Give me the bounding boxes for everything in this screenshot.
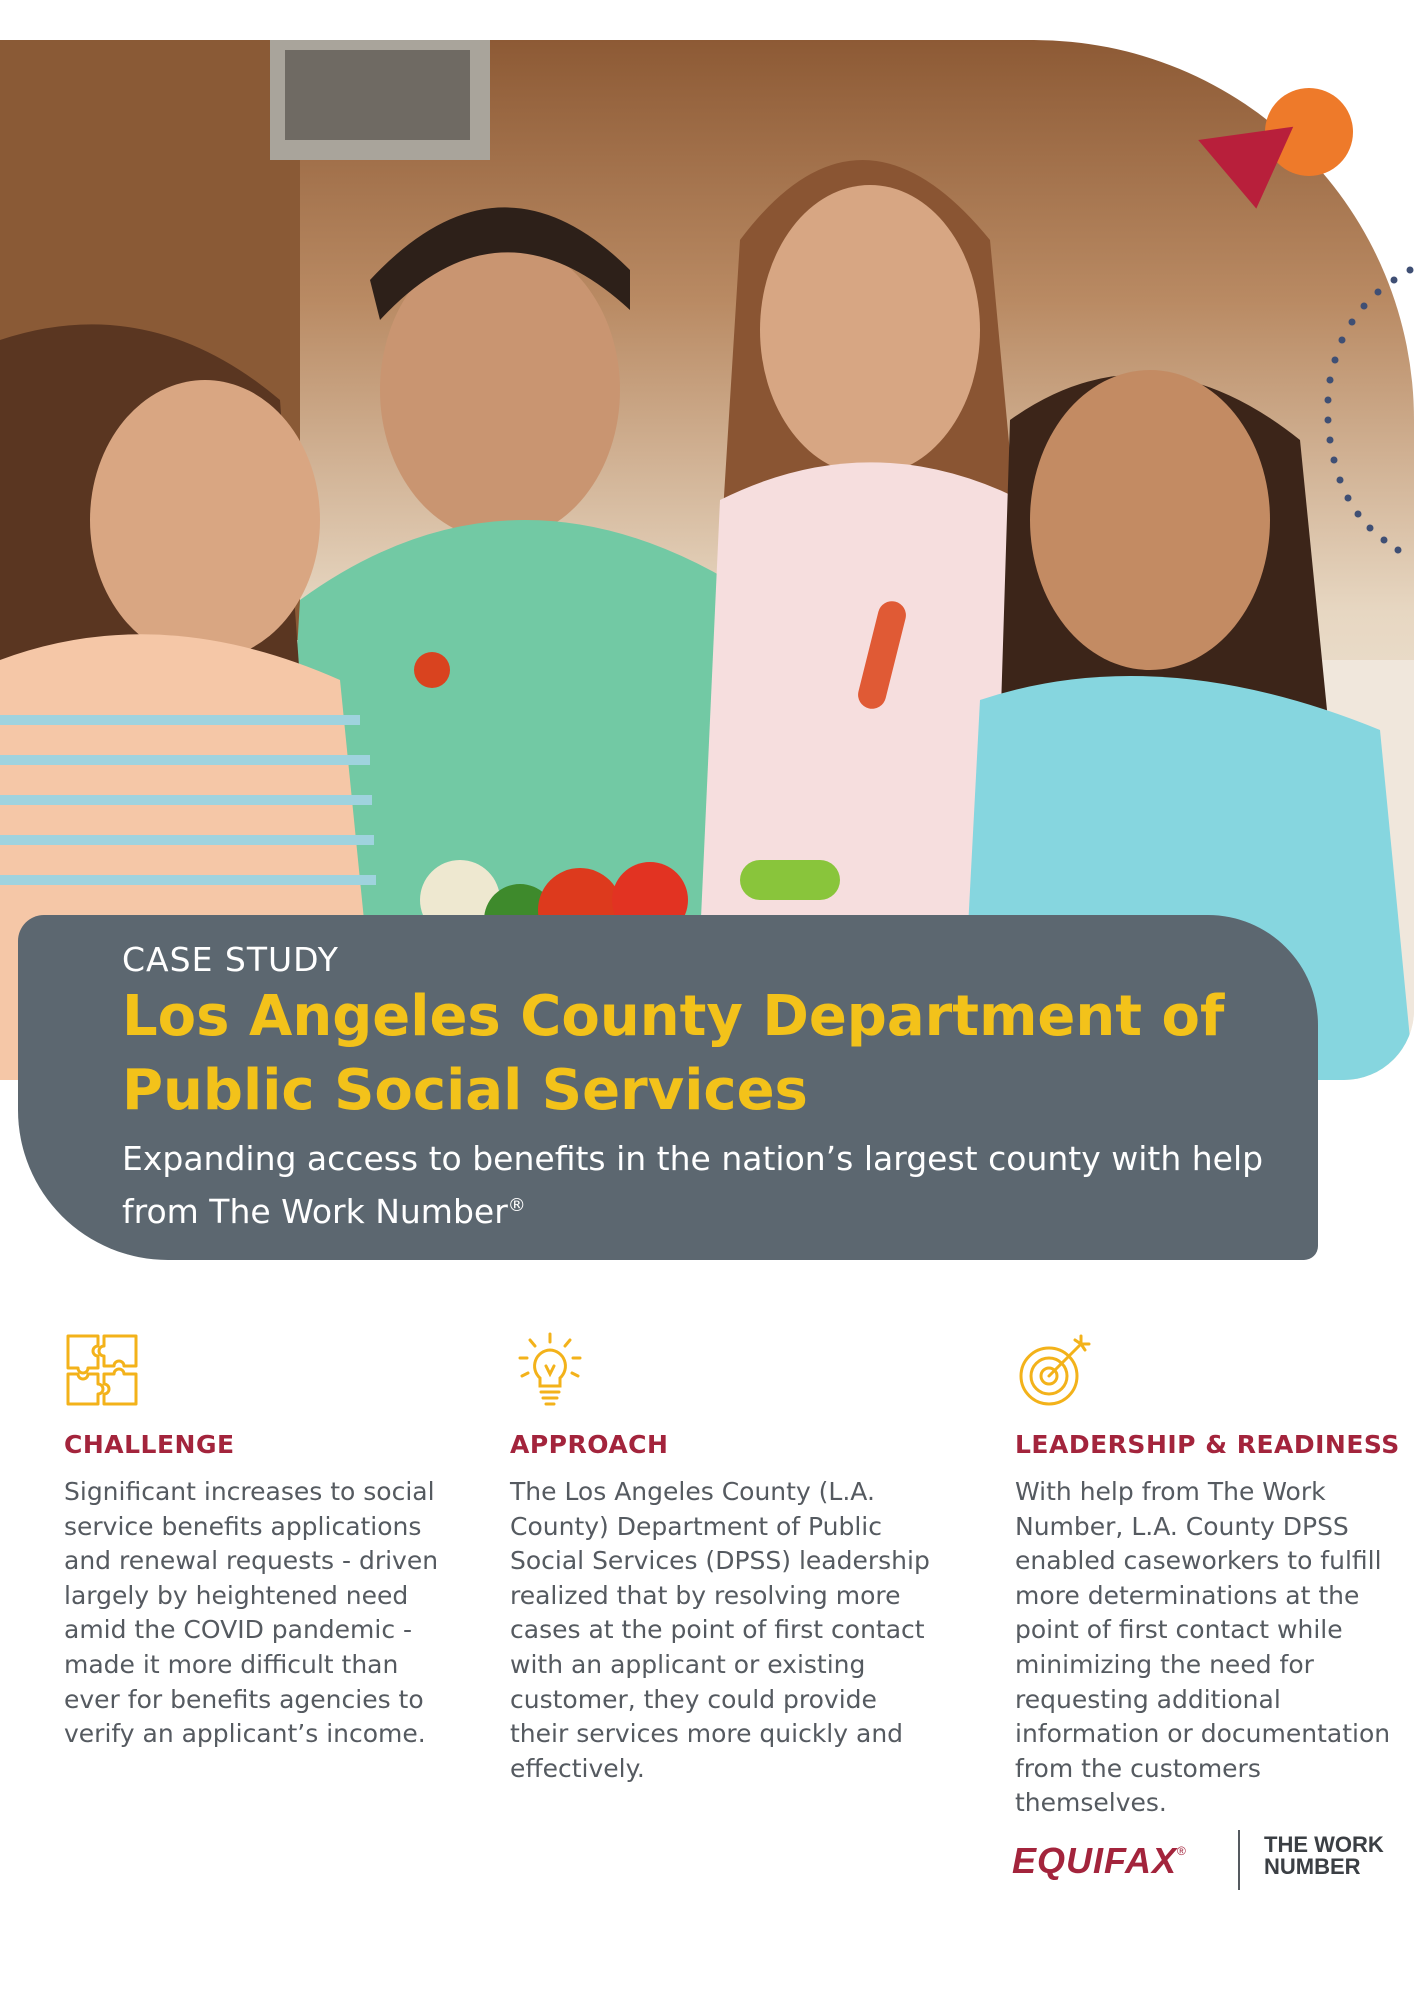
challenge-heading: CHALLENGE (64, 1430, 235, 1459)
the-work-number-logo (1264, 1834, 1404, 1878)
equifax-logo (1012, 1840, 1187, 1882)
approach-section (510, 1330, 930, 1783)
challenge-section (64, 1330, 439, 1749)
eyebrow-label: CASE STUDY (122, 940, 339, 979)
the-work-number-line2: NUMBER (1264, 1854, 1361, 1879)
leadership-section (1015, 1330, 1400, 1818)
puzzle-icon (64, 1330, 144, 1410)
leadership-body: With help from The Work Number, L.A. County DPSS enabled caseworkers to fulfill more determinations at the point of first contact while minimizing the need for requesting additional information or documentation from the customers themselves. (1015, 1477, 1391, 1818)
target-icon (1015, 1330, 1095, 1410)
page-subtitle (122, 1135, 1272, 1235)
challenge-body: Significant increases to social service benefits applications and renewal requests - driven largely by heightened need amid the COVID pandemic - made it more difficult than ever for benefits agencies to verify an applicant’s income. (64, 1477, 439, 1749)
approach-body: The Los Angeles County (L.A. County) Department of Public Social Services (DPSS) leadership realized that by resolving more cases at the point of first contact with an applicant or existing customer, they could provide their services more quickly and effectively. (510, 1477, 930, 1783)
lightbulb-icon (510, 1330, 590, 1410)
logo-divider (1238, 1830, 1240, 1890)
subtitle-text: Expanding access to benefits in the nation’s largest county with help from The Work Number (122, 1139, 1264, 1231)
equifax-trademark: ® (1177, 1844, 1187, 1858)
registered-mark: ® (507, 1195, 526, 1216)
approach-heading: APPROACH (510, 1430, 669, 1459)
equifax-logo-text: EQUIFAX (1012, 1840, 1178, 1881)
the-work-number-line1: THE WORK (1264, 1832, 1384, 1857)
leadership-heading: LEADERSHIP & READINESS (1015, 1430, 1400, 1459)
page-title: Los Angeles County Department of Public Social Services (122, 984, 1225, 1123)
red-triangle-decoration (1198, 127, 1304, 216)
dotted-arc-decoration (1290, 260, 1414, 680)
